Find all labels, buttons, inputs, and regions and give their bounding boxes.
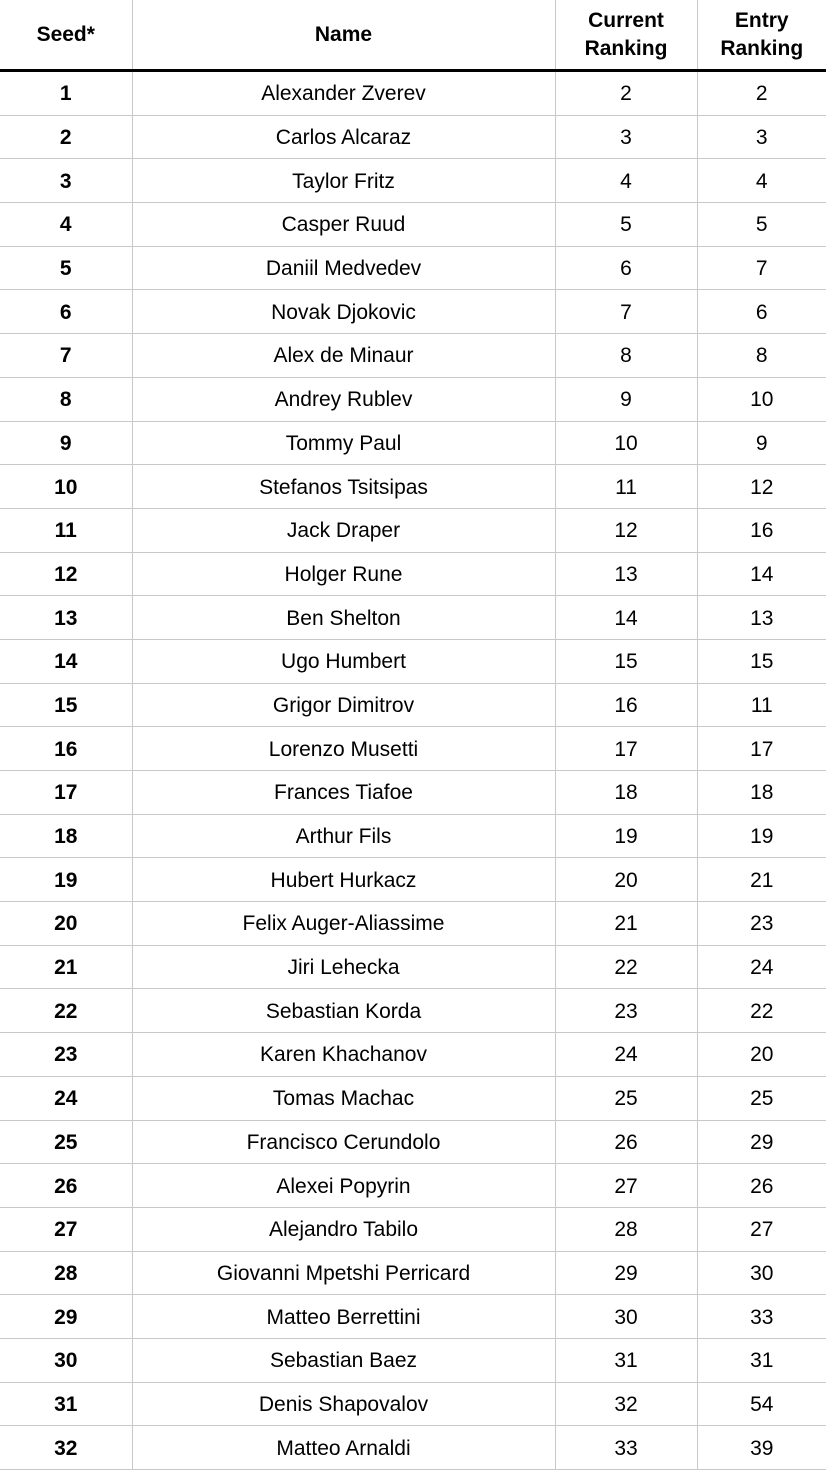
seed-cell: 10 [0,465,132,509]
table-row [0,1076,826,1120]
name-cell: Novak Djokovic [132,290,555,334]
entry-ranking-cell: 20 [697,1033,826,1077]
current-ranking-cell: 29 [555,1251,697,1295]
name-cell: Carlos Alcaraz [132,115,555,159]
entry-ranking-cell: 13 [697,596,826,640]
seed-cell: 5 [0,246,132,290]
current-ranking-cell: 18 [555,771,697,815]
seed-cell: 17 [0,771,132,815]
current-ranking-cell: 9 [555,377,697,421]
name-cell: Karen Khachanov [132,1033,555,1077]
entry-ranking-cell: 26 [697,1164,826,1208]
table-row [0,1033,826,1077]
name-cell: Andrey Rublev [132,377,555,421]
current-ranking-header-line1: Current [556,7,697,35]
seed-cell: 21 [0,945,132,989]
name-cell: Alexander Zverev [132,71,555,116]
name-cell: Hubert Hurkacz [132,858,555,902]
name-cell: Giovanni Mpetshi Perricard [132,1251,555,1295]
seed-cell: 14 [0,639,132,683]
current-ranking-cell: 28 [555,1207,697,1251]
current-ranking-cell: 5 [555,203,697,247]
name-cell: Sebastian Baez [132,1338,555,1382]
table-body [0,71,826,1470]
entry-ranking-cell: 11 [697,683,826,727]
name-cell: Grigor Dimitrov [132,683,555,727]
seed-cell: 24 [0,1076,132,1120]
seed-cell: 8 [0,377,132,421]
name-cell: Sebastian Korda [132,989,555,1033]
current-ranking-cell: 6 [555,246,697,290]
entry-ranking-cell: 2 [697,71,826,116]
seed-cell: 18 [0,814,132,858]
header-row [0,0,826,71]
current-ranking-cell: 21 [555,902,697,946]
name-header: Name [132,0,555,71]
entry-ranking-cell: 18 [697,771,826,815]
current-ranking-cell: 19 [555,814,697,858]
current-ranking-cell: 12 [555,508,697,552]
entry-ranking-header-line2: Ranking [698,35,826,63]
name-cell: Arthur Fils [132,814,555,858]
seed-cell: 28 [0,1251,132,1295]
name-cell: Denis Shapovalov [132,1382,555,1426]
entry-ranking-cell: 9 [697,421,826,465]
current-ranking-cell: 15 [555,639,697,683]
name-cell: Tommy Paul [132,421,555,465]
name-cell: Holger Rune [132,552,555,596]
table-row [0,945,826,989]
entry-ranking-cell: 12 [697,465,826,509]
table-row [0,246,826,290]
table-row [0,552,826,596]
current-ranking-cell: 2 [555,71,697,116]
current-ranking-cell: 17 [555,727,697,771]
name-cell: Matteo Berrettini [132,1295,555,1339]
current-ranking-header [555,0,697,71]
table-row [0,771,826,815]
table-row [0,1338,826,1382]
table-row [0,115,826,159]
name-cell: Jiri Lehecka [132,945,555,989]
name-cell: Ugo Humbert [132,639,555,683]
entry-ranking-cell: 19 [697,814,826,858]
seed-cell: 23 [0,1033,132,1077]
entry-ranking-cell: 22 [697,989,826,1033]
seed-cell: 3 [0,159,132,203]
table-row [0,989,826,1033]
current-ranking-cell: 13 [555,552,697,596]
seed-cell: 26 [0,1164,132,1208]
current-ranking-header-line2: Ranking [556,35,697,63]
current-ranking-cell: 10 [555,421,697,465]
entry-ranking-cell: 33 [697,1295,826,1339]
current-ranking-cell: 11 [555,465,697,509]
name-cell: Frances Tiafoe [132,771,555,815]
seed-cell: 16 [0,727,132,771]
current-ranking-cell: 23 [555,989,697,1033]
current-ranking-cell: 32 [555,1382,697,1426]
seed-cell: 11 [0,508,132,552]
seed-cell: 6 [0,290,132,334]
table-row [0,290,826,334]
current-ranking-cell: 25 [555,1076,697,1120]
seed-cell: 25 [0,1120,132,1164]
entry-ranking-cell: 7 [697,246,826,290]
table-row [0,508,826,552]
entry-ranking-cell: 54 [697,1382,826,1426]
name-cell: Alexei Popyrin [132,1164,555,1208]
entry-ranking-cell: 14 [697,552,826,596]
table-row [0,858,826,902]
name-cell: Taylor Fritz [132,159,555,203]
table-row [0,1382,826,1426]
name-cell: Alejandro Tabilo [132,1207,555,1251]
entry-ranking-cell: 39 [697,1426,826,1470]
entry-ranking-cell: 15 [697,639,826,683]
seed-cell: 27 [0,1207,132,1251]
name-cell: Jack Draper [132,508,555,552]
current-ranking-cell: 8 [555,334,697,378]
table-row [0,683,826,727]
name-cell: Stefanos Tsitsipas [132,465,555,509]
current-ranking-cell: 24 [555,1033,697,1077]
seed-cell: 19 [0,858,132,902]
entry-ranking-cell: 30 [697,1251,826,1295]
table-row [0,203,826,247]
name-cell: Francisco Cerundolo [132,1120,555,1164]
current-ranking-cell: 3 [555,115,697,159]
seed-cell: 7 [0,334,132,378]
entry-ranking-cell: 25 [697,1076,826,1120]
current-ranking-cell: 33 [555,1426,697,1470]
entry-ranking-cell: 24 [697,945,826,989]
current-ranking-cell: 14 [555,596,697,640]
entry-ranking-header [697,0,826,71]
table-row [0,159,826,203]
table-row [0,1251,826,1295]
current-ranking-cell: 7 [555,290,697,334]
entry-ranking-header-line1: Entry [698,7,826,35]
entry-ranking-cell: 27 [697,1207,826,1251]
table-row [0,465,826,509]
entry-ranking-cell: 8 [697,334,826,378]
table-row [0,377,826,421]
seed-cell: 30 [0,1338,132,1382]
table-row [0,727,826,771]
seed-cell: 2 [0,115,132,159]
current-ranking-cell: 30 [555,1295,697,1339]
current-ranking-cell: 4 [555,159,697,203]
entry-ranking-cell: 23 [697,902,826,946]
seed-cell: 1 [0,71,132,116]
name-cell: Tomas Machac [132,1076,555,1120]
seed-cell: 15 [0,683,132,727]
table-row [0,334,826,378]
entry-ranking-cell: 29 [697,1120,826,1164]
table-row [0,1120,826,1164]
current-ranking-cell: 22 [555,945,697,989]
current-ranking-cell: 20 [555,858,697,902]
entry-ranking-cell: 6 [697,290,826,334]
table-row [0,1426,826,1470]
name-cell: Casper Ruud [132,203,555,247]
seed-cell: 32 [0,1426,132,1470]
entry-ranking-cell: 16 [697,508,826,552]
entry-ranking-cell: 31 [697,1338,826,1382]
seed-cell: 22 [0,989,132,1033]
entry-ranking-cell: 10 [697,377,826,421]
current-ranking-cell: 27 [555,1164,697,1208]
table-row [0,1164,826,1208]
table-row [0,1295,826,1339]
entry-ranking-cell: 5 [697,203,826,247]
table-row [0,1207,826,1251]
seed-cell: 13 [0,596,132,640]
name-cell: Matteo Arnaldi [132,1426,555,1470]
current-ranking-cell: 26 [555,1120,697,1164]
table-row [0,902,826,946]
table-row [0,421,826,465]
table-row [0,639,826,683]
seed-cell: 31 [0,1382,132,1426]
seed-cell: 29 [0,1295,132,1339]
entry-ranking-cell: 3 [697,115,826,159]
entry-ranking-cell: 21 [697,858,826,902]
seed-cell: 9 [0,421,132,465]
name-cell: Alex de Minaur [132,334,555,378]
table-row [0,71,826,116]
entry-ranking-cell: 4 [697,159,826,203]
name-cell: Lorenzo Musetti [132,727,555,771]
seed-cell: 20 [0,902,132,946]
seed-header: Seed* [0,0,132,71]
name-cell: Ben Shelton [132,596,555,640]
table-row [0,596,826,640]
name-cell: Felix Auger-Aliassime [132,902,555,946]
name-cell: Daniil Medvedev [132,246,555,290]
entry-ranking-cell: 17 [697,727,826,771]
current-ranking-cell: 31 [555,1338,697,1382]
current-ranking-cell: 16 [555,683,697,727]
table-row [0,814,826,858]
seed-cell: 12 [0,552,132,596]
seed-cell: 4 [0,203,132,247]
